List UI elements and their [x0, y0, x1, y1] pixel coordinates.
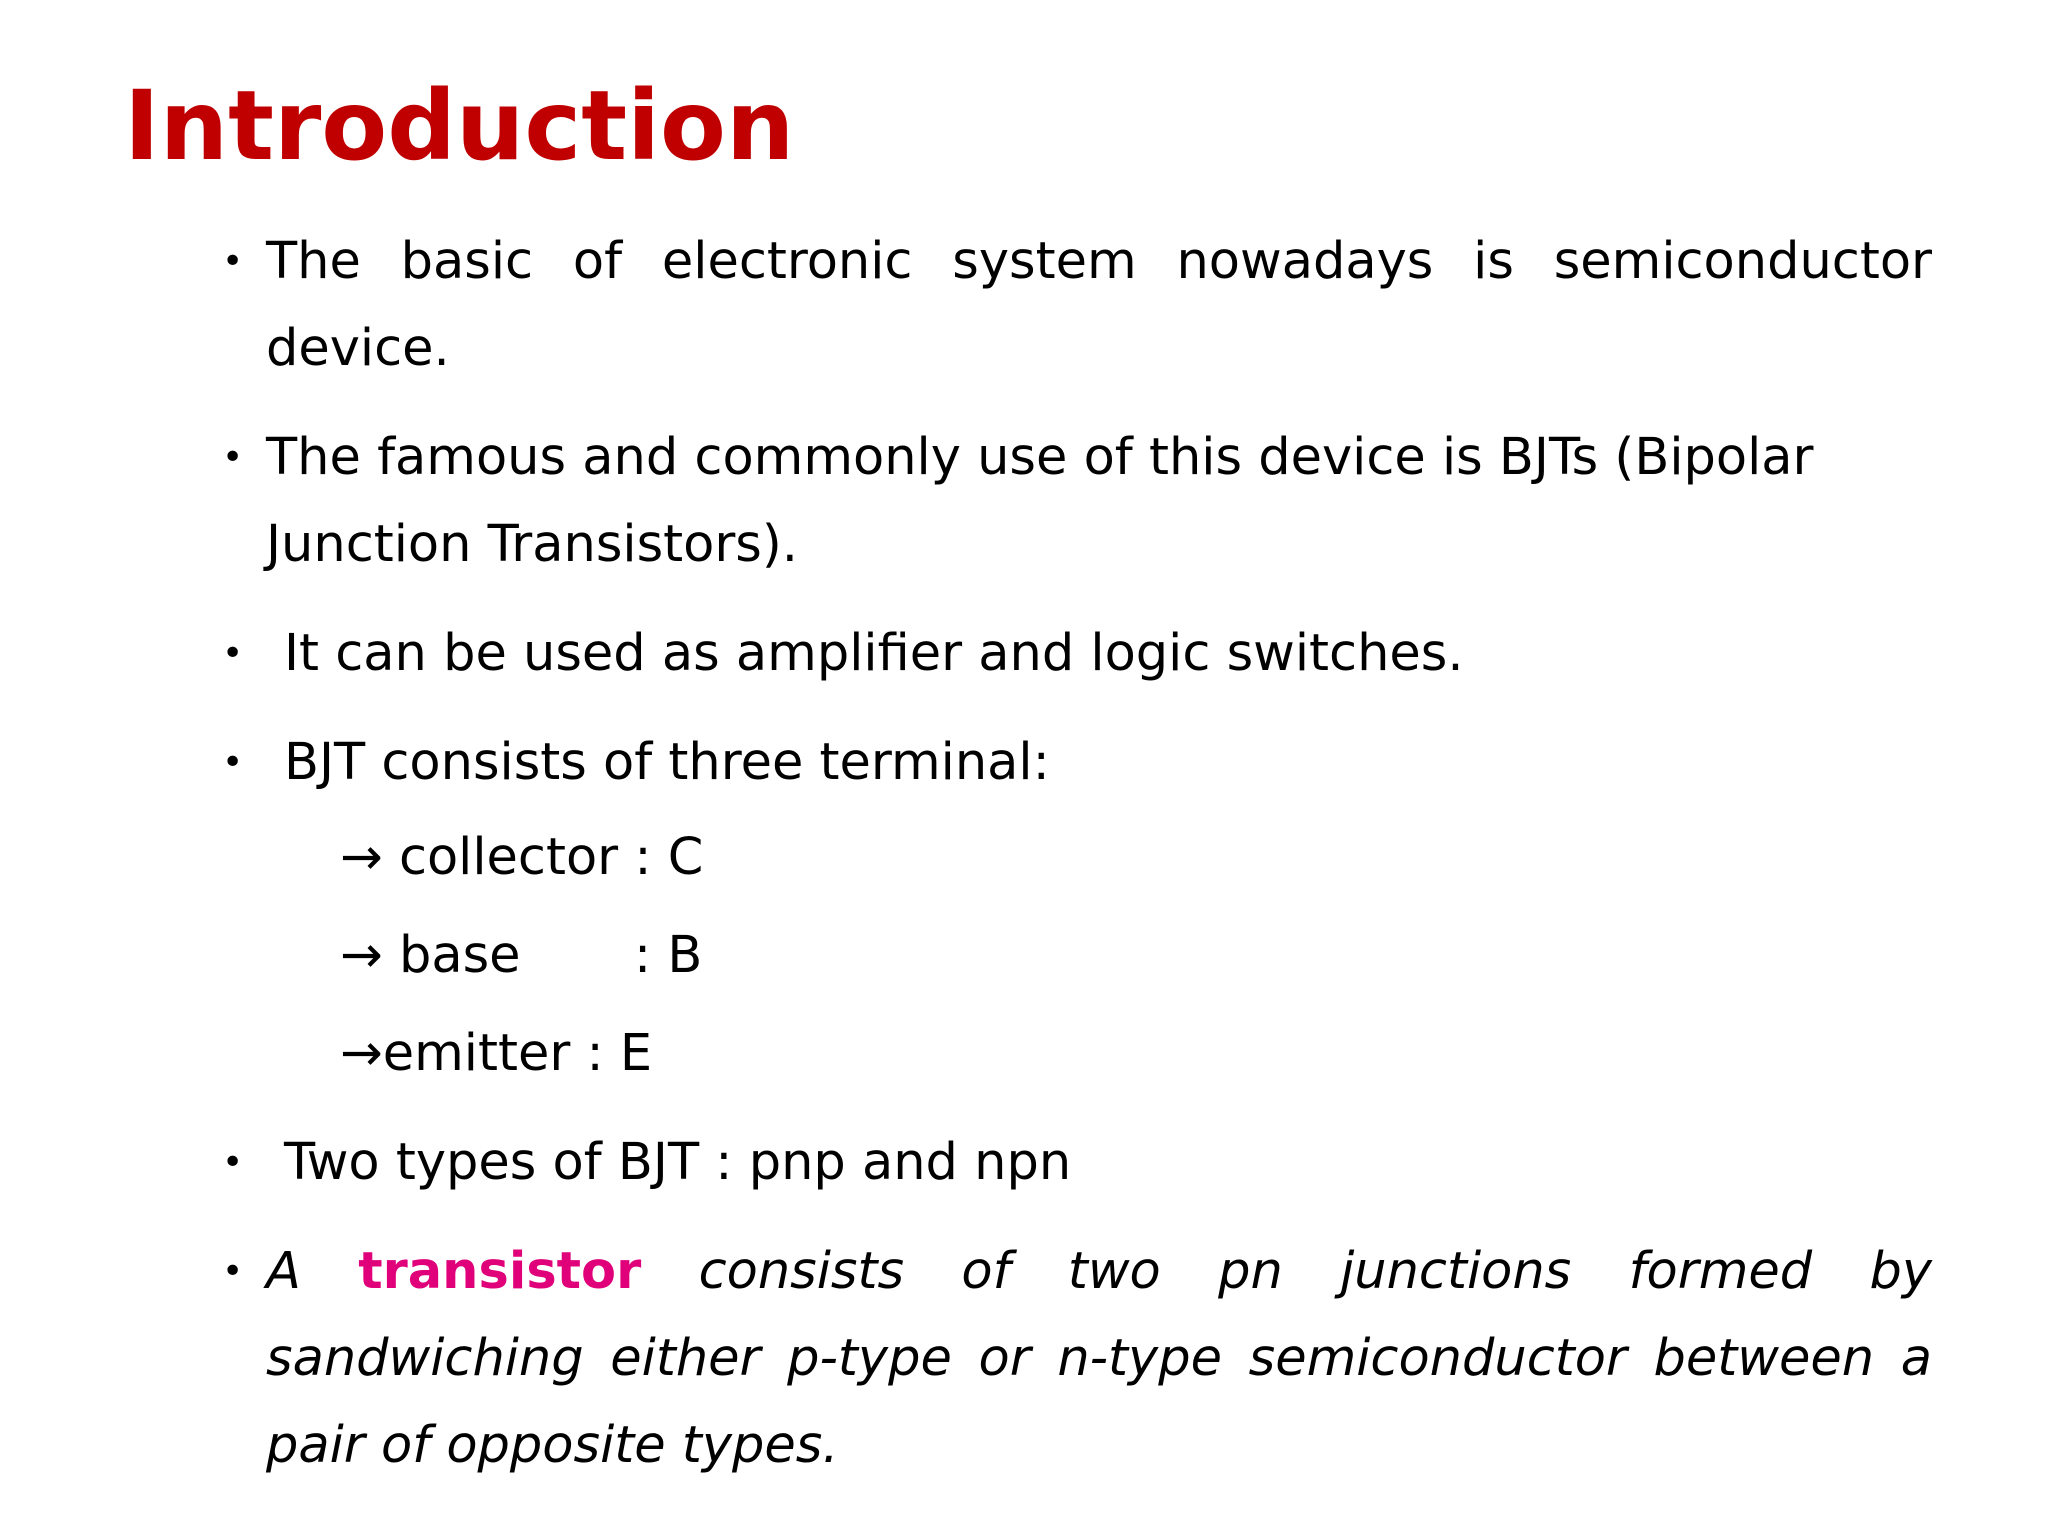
- terminal-emitter: →emitter : E: [340, 1024, 653, 1083]
- slide-title: Introduction: [124, 70, 795, 182]
- highlight-transistor: transistor: [358, 1242, 642, 1301]
- bullet-text: Two types of BJT : pnp and npn: [284, 1133, 1072, 1192]
- bullet-text: The basic of electronic system nowadays is semiconductor device.: [266, 232, 1932, 378]
- bullet-item: [222, 218, 1932, 392]
- bullet-dot-icon: •: [222, 633, 244, 674]
- bullet-dot-icon: •: [222, 437, 244, 478]
- bullet-dot-icon: •: [222, 1142, 244, 1183]
- bullet-suffix: consists of two pn junctions formed by sandwiching either p-type or n-type semiconductor between a pair of opposite types.: [266, 1242, 1933, 1475]
- bullet-list: [222, 218, 1932, 1511]
- bullet-item: [222, 1119, 1932, 1206]
- bullet-item: [222, 719, 1932, 806]
- terminal-base: → base : B: [340, 926, 703, 985]
- terminal-collector: → collector : C: [340, 828, 704, 887]
- bullet-text: [266, 1228, 1932, 1489]
- bullet-item: [222, 1228, 1932, 1489]
- bullet-item: [222, 610, 1932, 697]
- bullet-text: BJT consists of three terminal:: [284, 733, 1050, 792]
- bullet-text: It can be used as amplifier and logic switches.: [284, 624, 1464, 683]
- bullet-dot-icon: •: [222, 742, 244, 783]
- bullet-text: The famous and commonly use of this device is BJTs (Bipolar Junction Transistors).: [266, 428, 1814, 574]
- bullet-dot-icon: •: [222, 241, 244, 282]
- bullet-item: [222, 414, 1932, 588]
- bullet-prefix: A: [266, 1242, 301, 1301]
- bullet-dot-icon: •: [222, 1251, 244, 1292]
